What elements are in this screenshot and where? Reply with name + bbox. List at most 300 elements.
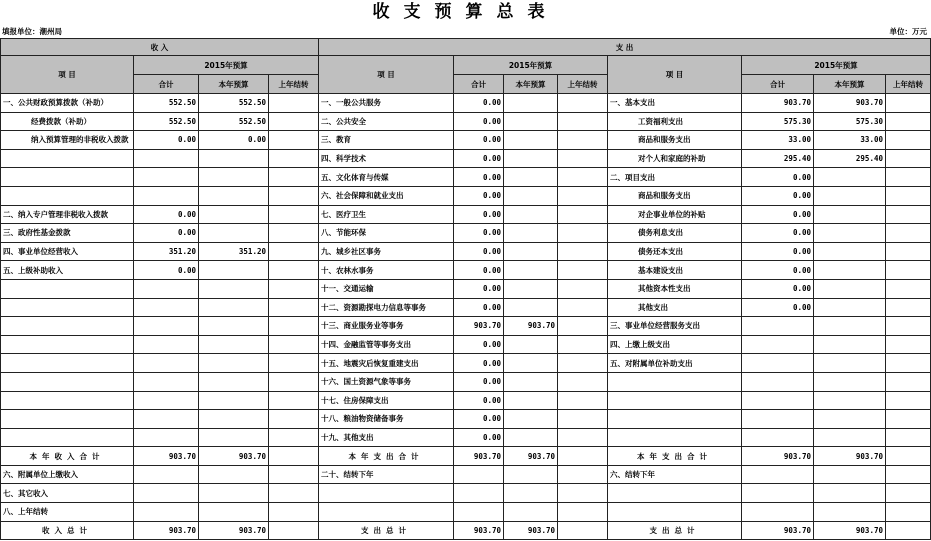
amount-cell — [504, 372, 558, 391]
amount-cell — [742, 428, 814, 447]
amount-cell: 903.70 — [454, 521, 504, 540]
amount-cell: 575.30 — [814, 112, 886, 131]
table-row — [1, 465, 931, 484]
amount-cell — [504, 298, 558, 317]
row-label: 五、上级补助收入 — [1, 261, 134, 280]
amount-cell — [504, 131, 558, 150]
amount-cell — [742, 465, 814, 484]
amount-cell — [558, 484, 608, 503]
amount-cell — [134, 372, 199, 391]
amount-cell — [886, 521, 931, 540]
amount-cell — [454, 465, 504, 484]
amount-cell: 0.00 — [454, 205, 504, 224]
amount-cell — [199, 186, 269, 205]
row-label — [608, 484, 742, 503]
amount-cell — [199, 503, 269, 522]
amount-cell — [269, 503, 319, 522]
table-row — [1, 205, 931, 224]
amount-cell — [558, 205, 608, 224]
amount-cell — [814, 317, 886, 336]
amount-cell — [814, 168, 886, 187]
amount-cell — [742, 354, 814, 373]
row-label: 二、纳入专户管理非税收入拨款 — [1, 205, 134, 224]
amount-cell — [269, 279, 319, 298]
amount-cell: 0.00 — [454, 335, 504, 354]
row-label: 六、附属单位上缴收入 — [1, 465, 134, 484]
amount-cell — [814, 354, 886, 373]
amount-cell — [558, 447, 608, 466]
amount-cell: 0.00 — [454, 224, 504, 243]
table-row — [1, 112, 931, 131]
row-label: 六、结转下年 — [608, 465, 742, 484]
amount-cell — [742, 335, 814, 354]
row-label: 本年收入合计 — [1, 447, 134, 466]
currency-unit: 单位：万元 — [889, 27, 927, 36]
amount-cell — [558, 465, 608, 484]
amount-cell: 0.00 — [454, 112, 504, 131]
row-label — [1, 354, 134, 373]
amount-cell — [134, 298, 199, 317]
table-row — [1, 186, 931, 205]
amount-cell — [269, 149, 319, 168]
amount-cell: 0.00 — [454, 428, 504, 447]
amount-cell — [269, 224, 319, 243]
amount-cell — [504, 465, 558, 484]
row-label: 二、公共安全 — [319, 112, 454, 131]
amount-cell — [269, 242, 319, 261]
amount-cell — [269, 168, 319, 187]
amount-cell — [886, 372, 931, 391]
amount-cell — [454, 503, 504, 522]
amount-cell: 0.00 — [742, 261, 814, 280]
amount-cell — [504, 279, 558, 298]
row-label: 基本建设支出 — [608, 261, 742, 280]
row-label: 纳入预算管理的非税收入拨款 — [1, 131, 134, 150]
expense-economic-current-header: 本年预算 — [814, 75, 886, 94]
amount-cell — [558, 242, 608, 261]
amount-cell: 0.00 — [454, 298, 504, 317]
amount-cell — [199, 224, 269, 243]
page-title: 收支预算总表 — [372, 2, 559, 22]
amount-cell — [886, 112, 931, 131]
amount-cell: 903.70 — [504, 317, 558, 336]
table-row — [1, 224, 931, 243]
expense-economic-total-header: 合计 — [742, 75, 814, 94]
row-label: 支出总计 — [608, 521, 742, 540]
amount-cell: 0.00 — [742, 242, 814, 261]
amount-cell — [814, 372, 886, 391]
row-label: 四、上缴上级支出 — [608, 335, 742, 354]
table-row — [1, 503, 931, 522]
expense-function-budget-year-header: 2015年预算 — [454, 56, 608, 75]
amount-cell — [814, 484, 886, 503]
amount-cell — [504, 335, 558, 354]
amount-cell — [886, 279, 931, 298]
amount-cell — [199, 261, 269, 280]
amount-cell — [199, 354, 269, 373]
budget-summary-table — [0, 38, 931, 540]
amount-cell — [886, 335, 931, 354]
amount-cell: 295.40 — [742, 149, 814, 168]
amount-cell: 351.20 — [134, 242, 199, 261]
amount-cell — [199, 205, 269, 224]
amount-cell — [558, 298, 608, 317]
amount-cell: 0.00 — [454, 354, 504, 373]
row-label — [1, 317, 134, 336]
amount-cell — [814, 261, 886, 280]
amount-cell: 575.30 — [742, 112, 814, 131]
table-row — [1, 317, 931, 336]
amount-cell — [504, 261, 558, 280]
amount-cell: 33.00 — [742, 131, 814, 150]
amount-cell: 552.50 — [134, 94, 199, 113]
amount-cell — [814, 242, 886, 261]
amount-cell — [886, 224, 931, 243]
row-label: 其他支出 — [608, 298, 742, 317]
amount-cell: 0.00 — [742, 298, 814, 317]
amount-cell — [269, 521, 319, 540]
row-label: 五、对附属单位补助支出 — [608, 354, 742, 373]
amount-cell — [814, 298, 886, 317]
amount-cell — [742, 317, 814, 336]
row-label: 一、基本支出 — [608, 94, 742, 113]
amount-cell: 0.00 — [454, 279, 504, 298]
amount-cell: 0.00 — [742, 205, 814, 224]
amount-cell — [886, 503, 931, 522]
amount-cell: 0.00 — [454, 131, 504, 150]
row-label: 十三、商业服务业等事务 — [319, 317, 454, 336]
row-label: 三、事业单位经营服务支出 — [608, 317, 742, 336]
amount-cell — [269, 298, 319, 317]
amount-cell — [886, 205, 931, 224]
amount-cell: 552.50 — [199, 112, 269, 131]
row-label — [1, 391, 134, 410]
amount-cell: 0.00 — [454, 372, 504, 391]
amount-cell — [558, 149, 608, 168]
amount-cell: 351.20 — [199, 242, 269, 261]
row-label: 工资福利支出 — [608, 112, 742, 131]
amount-cell: 903.70 — [134, 447, 199, 466]
amount-cell — [558, 186, 608, 205]
income-budget-year-header: 2015年预算 — [134, 56, 319, 75]
table-row — [1, 94, 931, 113]
amount-cell — [134, 354, 199, 373]
amount-cell — [558, 168, 608, 187]
amount-cell — [504, 391, 558, 410]
amount-cell: 33.00 — [814, 131, 886, 150]
amount-cell — [199, 335, 269, 354]
table-row — [1, 428, 931, 447]
row-label — [608, 391, 742, 410]
amount-cell — [886, 391, 931, 410]
amount-cell — [886, 261, 931, 280]
amount-cell: 903.70 — [814, 447, 886, 466]
expense-economic-item-header: 项 目 — [608, 56, 742, 94]
row-label — [1, 149, 134, 168]
row-label: 三、政府性基金拨款 — [1, 224, 134, 243]
amount-cell: 903.70 — [504, 521, 558, 540]
row-label — [319, 484, 454, 503]
row-label — [1, 410, 134, 429]
amount-cell — [886, 428, 931, 447]
amount-cell — [886, 354, 931, 373]
amount-cell — [269, 484, 319, 503]
amount-cell — [269, 465, 319, 484]
amount-cell: 0.00 — [134, 205, 199, 224]
amount-cell — [134, 186, 199, 205]
amount-cell — [558, 410, 608, 429]
amount-cell — [269, 335, 319, 354]
row-label — [319, 503, 454, 522]
amount-cell — [199, 465, 269, 484]
row-label: 四、科学技术 — [319, 149, 454, 168]
amount-cell — [199, 410, 269, 429]
expense-header: 支 出 — [319, 39, 931, 56]
table-row — [1, 242, 931, 261]
row-label: 九、城乡社区事务 — [319, 242, 454, 261]
amount-cell — [814, 224, 886, 243]
amount-cell — [504, 94, 558, 113]
amount-cell — [269, 447, 319, 466]
row-label — [1, 428, 134, 447]
row-label: 十、农林水事务 — [319, 261, 454, 280]
amount-cell — [199, 372, 269, 391]
expense-function-item-header: 项 目 — [319, 56, 454, 94]
amount-cell — [199, 279, 269, 298]
amount-cell — [558, 94, 608, 113]
amount-cell — [742, 391, 814, 410]
row-label — [1, 372, 134, 391]
amount-cell — [269, 186, 319, 205]
row-label — [1, 298, 134, 317]
expense-economic-carryover-header: 上年结转 — [886, 75, 931, 94]
row-label: 三、教育 — [319, 131, 454, 150]
amount-cell — [504, 242, 558, 261]
row-label: 十五、地震灾后恢复重建支出 — [319, 354, 454, 373]
amount-cell — [134, 317, 199, 336]
table-row — [1, 131, 931, 150]
row-label — [1, 168, 134, 187]
amount-cell — [886, 186, 931, 205]
amount-cell: 0.00 — [454, 391, 504, 410]
table-row — [1, 298, 931, 317]
income-carryover-header: 上年结转 — [269, 75, 319, 94]
amount-cell — [269, 131, 319, 150]
amount-cell — [199, 391, 269, 410]
amount-cell: 0.00 — [742, 279, 814, 298]
table-row — [1, 149, 931, 168]
amount-cell — [504, 503, 558, 522]
amount-cell — [269, 372, 319, 391]
amount-cell — [199, 149, 269, 168]
amount-cell — [504, 149, 558, 168]
row-label: 六、社会保障和就业支出 — [319, 186, 454, 205]
row-label: 五、文化体育与传媒 — [319, 168, 454, 187]
amount-cell — [558, 354, 608, 373]
amount-cell — [886, 94, 931, 113]
amount-cell — [504, 428, 558, 447]
amount-cell: 903.70 — [742, 94, 814, 113]
amount-cell: 0.00 — [742, 168, 814, 187]
amount-cell — [199, 484, 269, 503]
row-label: 支出总计 — [319, 521, 454, 540]
amount-cell — [269, 317, 319, 336]
amount-cell — [134, 410, 199, 429]
amount-cell — [504, 354, 558, 373]
amount-cell — [558, 428, 608, 447]
amount-cell — [814, 428, 886, 447]
amount-cell — [199, 298, 269, 317]
amount-cell: 903.70 — [199, 521, 269, 540]
expense-economic-budget-year-header: 2015年预算 — [742, 56, 931, 75]
row-label: 债务利息支出 — [608, 224, 742, 243]
row-label: 十七、住房保障支出 — [319, 391, 454, 410]
amount-cell — [558, 131, 608, 150]
row-label: 收入总计 — [1, 521, 134, 540]
amount-cell: 903.70 — [814, 94, 886, 113]
row-label: 十六、国土资源气象等事务 — [319, 372, 454, 391]
amount-cell — [558, 317, 608, 336]
amount-cell — [269, 205, 319, 224]
row-label: 二十、结转下年 — [319, 465, 454, 484]
amount-cell — [886, 298, 931, 317]
amount-cell — [134, 279, 199, 298]
amount-cell: 0.00 — [454, 242, 504, 261]
amount-cell — [504, 186, 558, 205]
amount-cell — [742, 372, 814, 391]
row-label: 对企事业单位的补贴 — [608, 205, 742, 224]
row-label: 四、事业单位经营收入 — [1, 242, 134, 261]
amount-cell: 0.00 — [134, 224, 199, 243]
amount-cell — [504, 224, 558, 243]
expense-function-current-header: 本年预算 — [504, 75, 558, 94]
amount-cell — [558, 391, 608, 410]
amount-cell — [558, 224, 608, 243]
amount-cell: 0.00 — [454, 186, 504, 205]
amount-cell — [886, 465, 931, 484]
row-label: 十四、金融监管等事务支出 — [319, 335, 454, 354]
table-body — [1, 94, 931, 540]
amount-cell — [558, 335, 608, 354]
row-label: 十八、粮油物资储备事务 — [319, 410, 454, 429]
amount-cell — [886, 317, 931, 336]
row-label: 十一、交通运输 — [319, 279, 454, 298]
amount-cell: 0.00 — [454, 149, 504, 168]
amount-cell: 903.70 — [814, 521, 886, 540]
amount-cell: 295.40 — [814, 149, 886, 168]
expense-function-carryover-header: 上年结转 — [558, 75, 608, 94]
row-label: 商品和服务支出 — [608, 186, 742, 205]
amount-cell: 552.50 — [199, 94, 269, 113]
amount-cell — [558, 503, 608, 522]
amount-cell — [504, 168, 558, 187]
amount-cell: 903.70 — [742, 521, 814, 540]
row-label: 对个人和家庭的补助 — [608, 149, 742, 168]
amount-cell — [886, 131, 931, 150]
table-row — [1, 410, 931, 429]
row-label — [608, 410, 742, 429]
amount-cell — [742, 484, 814, 503]
amount-cell — [886, 447, 931, 466]
amount-cell: 903.70 — [454, 317, 504, 336]
amount-cell: 0.00 — [742, 224, 814, 243]
amount-cell — [134, 465, 199, 484]
amount-cell — [134, 503, 199, 522]
row-label: 十九、其他支出 — [319, 428, 454, 447]
row-label: 经费拨款（补助） — [1, 112, 134, 131]
amount-cell — [134, 149, 199, 168]
income-total-header: 合计 — [134, 75, 199, 94]
amount-cell — [814, 335, 886, 354]
amount-cell — [504, 410, 558, 429]
amount-cell — [742, 503, 814, 522]
amount-cell: 0.00 — [454, 168, 504, 187]
amount-cell — [134, 484, 199, 503]
amount-cell — [814, 391, 886, 410]
row-label: 本年支出合计 — [319, 447, 454, 466]
row-label: 十二、资源勘探电力信息等事务 — [319, 298, 454, 317]
amount-cell: 903.70 — [742, 447, 814, 466]
table-row — [1, 261, 931, 280]
amount-cell — [269, 391, 319, 410]
row-label: 七、医疗卫生 — [319, 205, 454, 224]
amount-cell — [886, 168, 931, 187]
row-label: 二、项目支出 — [608, 168, 742, 187]
amount-cell — [742, 410, 814, 429]
table-row — [1, 279, 931, 298]
amount-cell: 0.00 — [454, 261, 504, 280]
amount-cell — [454, 484, 504, 503]
amount-cell — [199, 168, 269, 187]
row-label — [1, 335, 134, 354]
row-label: 商品和服务支出 — [608, 131, 742, 150]
row-label: 七、其它收入 — [1, 484, 134, 503]
amount-cell — [504, 112, 558, 131]
expense-function-total-header: 合计 — [454, 75, 504, 94]
amount-cell — [558, 261, 608, 280]
amount-cell — [269, 354, 319, 373]
amount-cell — [558, 279, 608, 298]
amount-cell: 0.00 — [134, 261, 199, 280]
row-label — [608, 372, 742, 391]
row-label: 一、公共财政预算拨款（补助） — [1, 94, 134, 113]
amount-cell — [134, 428, 199, 447]
amount-cell — [886, 484, 931, 503]
amount-cell — [504, 484, 558, 503]
income-header: 收 入 — [1, 39, 319, 56]
table-row — [1, 447, 931, 466]
table-row — [1, 168, 931, 187]
row-label — [608, 503, 742, 522]
amount-cell — [134, 168, 199, 187]
table-row — [1, 391, 931, 410]
table-row — [1, 354, 931, 373]
amount-cell — [886, 242, 931, 261]
amount-cell — [269, 428, 319, 447]
row-label — [608, 428, 742, 447]
amount-cell — [558, 521, 608, 540]
amount-cell: 0.00 — [134, 131, 199, 150]
row-label: 其他资本性支出 — [608, 279, 742, 298]
amount-cell — [269, 112, 319, 131]
amount-cell: 552.50 — [134, 112, 199, 131]
amount-cell — [558, 372, 608, 391]
amount-cell — [558, 112, 608, 131]
amount-cell: 903.70 — [504, 447, 558, 466]
row-label: 一、一般公共服务 — [319, 94, 454, 113]
amount-cell — [814, 503, 886, 522]
amount-cell — [199, 317, 269, 336]
